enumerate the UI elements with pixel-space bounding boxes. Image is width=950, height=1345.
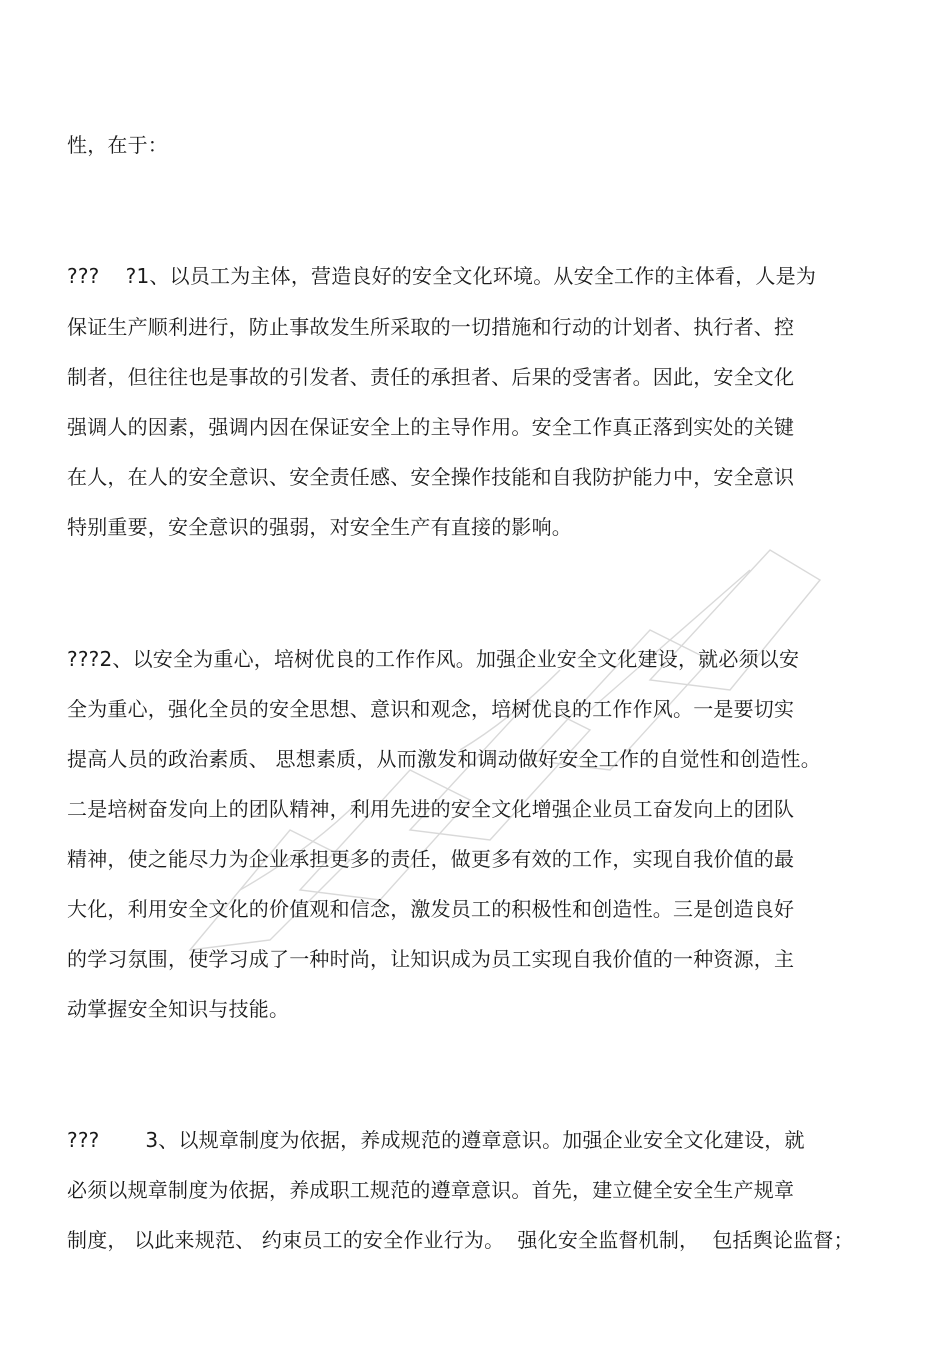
text-line: 制者，但往往也是事故的引发者、责任的承担者、后果的受害者。因此，安全文化	[67, 365, 795, 389]
text-line: ???2、以安全为重心，培树优良的工作作风。加强企业安全文化建设，就必须以安	[67, 647, 800, 671]
text-line: ??? 3、以规章制度为依据，养成规范的遵章意识。加强企业安全文化建设，就	[67, 1128, 805, 1152]
text-line: 动掌握安全知识与技能。	[67, 997, 290, 1021]
text-line: 必须以规章制度为依据，养成职工规范的遵章意识。首先，建立健全安全生产规章	[67, 1178, 795, 1202]
text-line: 全为重心，强化全员的安全思想、意识和观念，培树优良的工作作风。一是要切实	[67, 697, 795, 721]
text-line: ??? ?1、以员工为主体，营造良好的安全文化环境。从安全工作的主体看，人是为	[67, 264, 817, 288]
text-line: 的学习氛围，使学习成了一种时尚，让知识成为员工实现自我价值的一种资源，主	[67, 947, 795, 971]
text-line: 精神，使之能尽力为企业承担更多的责任，做更多有效的工作，实现自我价值的最	[67, 847, 795, 871]
text-line: 性，在于：	[67, 133, 168, 157]
text-line: 制度， 以此来规范、 约束员工的安全作业行为。 强化安全监督机制， 包括舆论监督；	[67, 1228, 854, 1252]
text-line: 特别重要，安全意识的强弱，对安全生产有直接的影响。	[67, 515, 572, 539]
text-line: 保证生产顺利进行，防止事故发生所采取的一切措施和行动的计划者、执行者、控	[67, 315, 795, 339]
text-line: 二是培树奋发向上的团队精神，利用先进的安全文化增强企业员工奋发向上的团队	[67, 797, 795, 821]
text-line: 大化，利用安全文化的价值观和信念，激发员工的积极性和创造性。三是创造良好	[67, 897, 795, 921]
text-line: 提高人员的政治素质、 思想素质，从而激发和调动做好安全工作的自觉性和创造性。	[67, 747, 821, 771]
text-line: 在人，在人的安全意识、安全责任感、安全操作技能和自我防护能力中，安全意识	[67, 465, 795, 489]
text-line: 强调人的因素，强调内因在保证安全上的主导作用。安全工作真正落到实处的关键	[67, 415, 795, 439]
